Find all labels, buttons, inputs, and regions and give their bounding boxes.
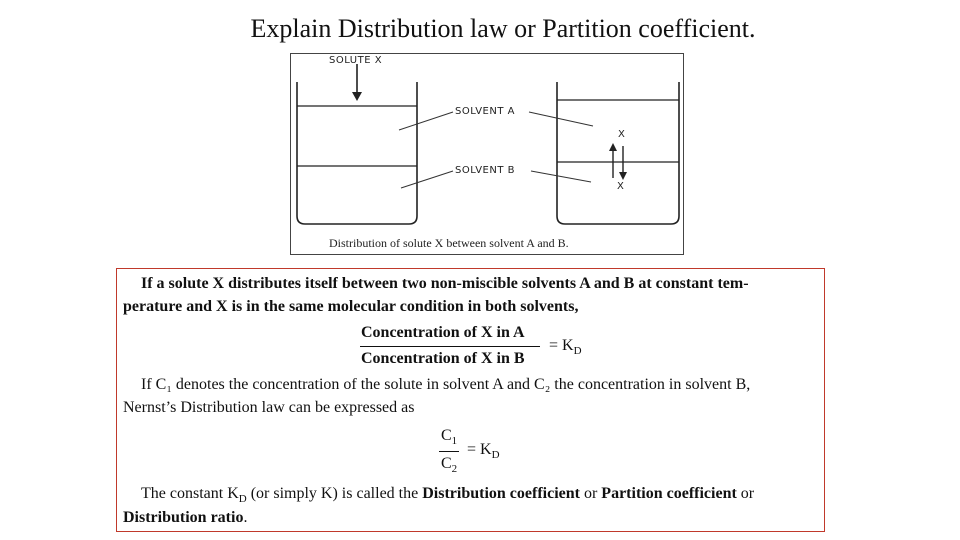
- para3-mid: (or simply K) is called the: [246, 485, 423, 502]
- eq2-rhs-sub: D: [491, 449, 500, 462]
- para3-prefix-sub: D: [238, 493, 247, 506]
- para3-line2-end: .: [243, 509, 248, 526]
- eq1-rhs-sub: D: [573, 345, 582, 358]
- solvent-a-leader-left: [399, 112, 453, 130]
- solvent-b-leader-right: [531, 171, 591, 182]
- para3-tail: or: [736, 485, 755, 502]
- para3-line1: [141, 485, 754, 505]
- solvent-a-label: SOLVENT A: [455, 106, 515, 117]
- eq2-denominator: [441, 455, 457, 475]
- eq2-numerator: [441, 427, 457, 447]
- para3-prefix: The constant K: [141, 485, 239, 502]
- distribution-diagram: [290, 53, 684, 255]
- x-down-label: X: [617, 181, 625, 192]
- para2-line2: Nernst’s Distribution law can be expressed as: [123, 399, 415, 416]
- eq1-numerator: Concentration of X in A: [361, 324, 525, 341]
- partition-coefficient-term: Partition coefficient: [601, 485, 737, 502]
- para1-line1: If a solute X distributes itself between two non-miscible solvents A and B at constant tem-: [141, 275, 749, 292]
- para3-or: or: [579, 485, 602, 502]
- distribution-coefficient-term: Distribution coefficient: [422, 485, 580, 502]
- distribution-ratio-term: Distribution ratio: [123, 509, 244, 526]
- para1-line2: perature and X is in the same molecular condition in both solvents,: [123, 298, 579, 315]
- solvent-a-leader-right: [529, 112, 593, 126]
- eq1-denominator: Concentration of X in B: [361, 350, 525, 367]
- diagram-caption: Distribution of solute X between solvent A and B.: [329, 236, 569, 250]
- right-beaker: [557, 82, 679, 224]
- eq2-num-text: C: [441, 427, 452, 444]
- solute-arrow-head: [352, 92, 362, 101]
- eq2-den-text: C: [441, 455, 452, 472]
- eq1-rhs: [549, 337, 582, 357]
- para3-line2: [123, 509, 247, 527]
- para2-line1: If C₁ denotes the concentration of the solute in solvent A and C₂ the concentration in solvent B,: [141, 376, 751, 393]
- x-up-arrowhead: [609, 143, 617, 151]
- definition-textbox: [116, 268, 825, 532]
- eq2-num-sub: 1: [451, 435, 458, 448]
- diagram-drawing: [291, 54, 683, 254]
- eq2-rhs-text: = K: [467, 441, 492, 458]
- eq2-fraction-bar: [439, 451, 459, 452]
- eq2-den-sub: 2: [451, 463, 458, 476]
- slide-title: Explain Distribution law or Partition coefficient.: [250, 14, 756, 43]
- solvent-b-leader-left: [401, 171, 453, 188]
- x-up-label: X: [618, 129, 626, 140]
- solute-label: SOLUTE X: [329, 55, 383, 66]
- left-beaker: [297, 82, 417, 224]
- eq1-rhs-text: = K: [549, 337, 574, 354]
- x-down-arrowhead: [619, 172, 627, 180]
- eq1-fraction-bar: [360, 346, 540, 347]
- solvent-b-label: SOLVENT B: [455, 165, 515, 176]
- eq2-rhs: [467, 441, 500, 461]
